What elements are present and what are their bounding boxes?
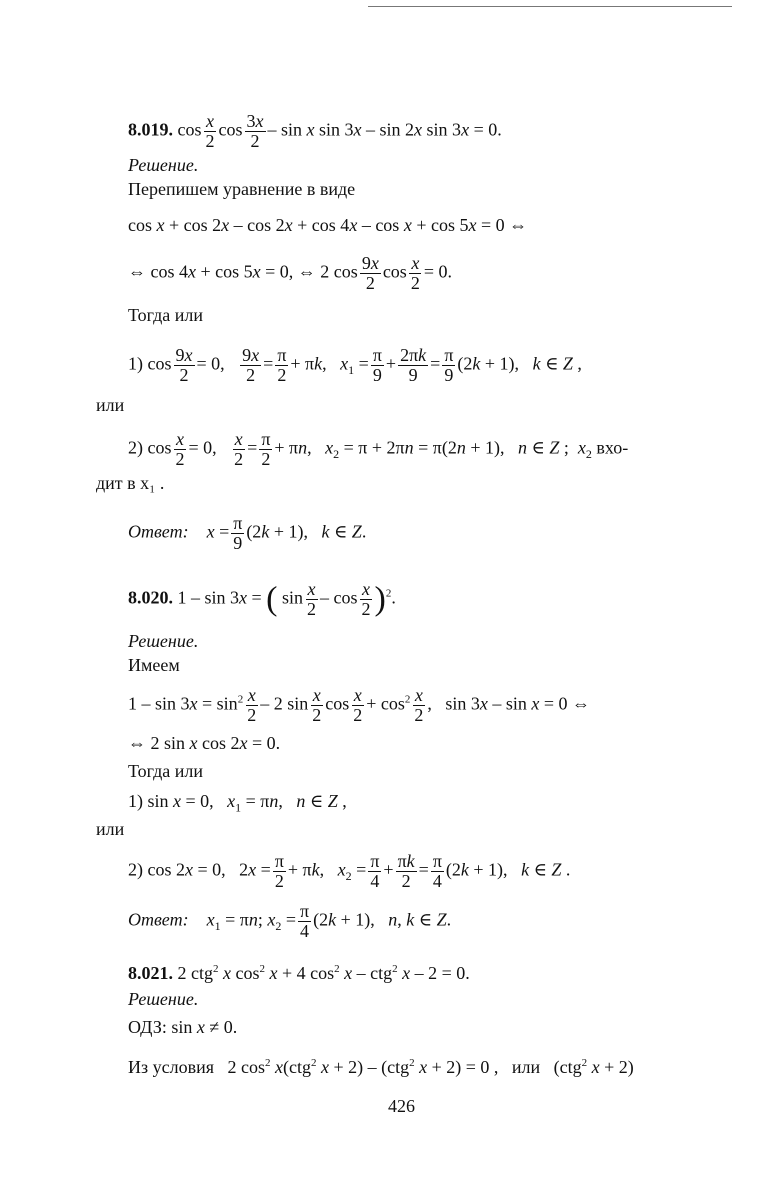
or-label: или: [96, 819, 125, 839]
then-label: Тогда или: [128, 761, 204, 781]
solution-label: Решение.: [128, 155, 199, 175]
solution-label: Решение.: [128, 631, 199, 651]
enters-label: дит в x₁ .: [96, 473, 165, 493]
case-1: 1) sin x = 0, $x_1 = \pi n$, n ∈ Z ,: [128, 791, 347, 815]
then-label: Тогда или: [128, 305, 204, 325]
condition-line: Из условия 2 $\cos^2 x(ctg^2$ x + 2) – (ctg$^2$ x + 2) = 0 , или (ctg$^2$ x + 2): [128, 1057, 634, 1077]
case-2: 2) cos 2x = 0, 2x = $\frac{\pi}{2}$ + πk, $x_2$ = $\frac{\pi}{4}$ + $\frac{\pi k}{2}$ = $\frac{\pi}{4}$ (2k + 1), k ∈ Z .: [128, 851, 571, 891]
answer-8020: Ответ: $x_1 = \pi n$; $x_2$ = $\frac{\pi}{4}$ (2k + 1), n, k ∈ Z.: [128, 901, 452, 941]
case-2: 2) cos $\frac{x}{2}$ = 0, $\frac{x}{2}$ = $\frac{\pi}{2}$ + πn, $x_2 = \pi + 2\pi n = \pi(2n + 1)$, n ∈ Z ; $x_2$ вхо-: [128, 429, 629, 469]
equation-line: $1 - \sin 3x = \sin^2$ $\frac{x}{2}$ – 2 sin $\frac{x}{2}$ cos $\frac{x}{2}$ + $\cos^2$ $\frac{x}{2}$ , sin 3x – sin x = 0 ⇔: [128, 685, 591, 725]
problem-number: 8.021.: [128, 963, 173, 983]
problem-8019-statement: 8.019. cos $\frac{x}{2}$ cos $\frac{3x}{2}$ – sin x sin 3x – sin 2x sin 3x = 0.: [128, 111, 502, 151]
odz-line: ОДЗ: sin x ≠ 0.: [128, 1017, 238, 1037]
enters-tail: вхо-: [596, 437, 629, 458]
equation-line: ⇔ cos 4x + cos 5x = 0, ⇔ 2 cos $\frac{9x}{2}$ cos $\frac{x}{2}$ = 0.: [128, 253, 452, 293]
or-label: или: [96, 395, 125, 415]
problem-8021-statement: 8.021. 2 ctg$^2$ x $\cos^2 x + 4$ $\cos^2 x - ctg^2$ x – 2 = 0.: [128, 963, 470, 983]
equation-line: cos x + cos 2x – cos 2x + cos 4x – cos x + cos 5x = 0 ⇔: [128, 215, 528, 235]
problem-8020-statement: 8.020. 1 – sin 3x = ( sin $\frac{x}{2}$ – cos $\frac{x}{2}$ )$^2$.: [128, 579, 396, 619]
or-word: или: [511, 1057, 541, 1077]
answer-8019: Ответ: x = $\frac{\pi}{9}$ (2k + 1), k ∈ Z.: [128, 513, 367, 553]
header-rule: [368, 6, 732, 7]
solution-label: Решение.: [128, 989, 199, 1009]
from-condition-label: Из условия: [128, 1057, 214, 1077]
page-number: 426: [388, 1096, 415, 1116]
odz-label: ОДЗ:: [128, 1017, 167, 1037]
equation-line: ⇔ 2 sin x cos 2x = 0.: [128, 733, 281, 753]
problem-number: 8.019.: [128, 119, 173, 140]
answer-label: Ответ:: [128, 521, 189, 542]
problem-number: 8.020.: [128, 587, 173, 608]
have-label: Имеем: [128, 655, 180, 675]
rewrite-label: Перепишем уравнение в виде: [128, 179, 356, 199]
case-1: 1) cos $\frac{9x}{2}$ = 0, $\frac{9x}{2}$ = $\frac{\pi}{2}$ + πk, $x_1$ = $\frac{\pi}{9}$ + $\frac{2\pi k}{9}$ = $\frac{\pi}{9}$ (2k + 1), k ∈ Z ,: [128, 345, 582, 385]
answer-label: Ответ:: [128, 909, 189, 930]
